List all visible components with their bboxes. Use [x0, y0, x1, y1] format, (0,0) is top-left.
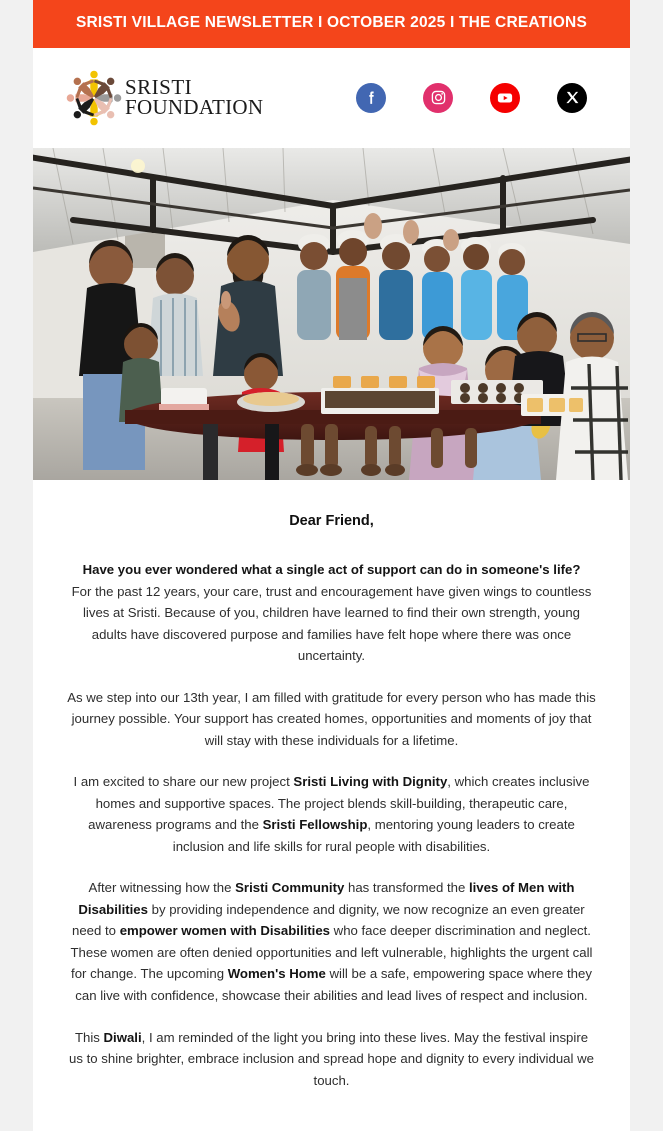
body-text: will be a safe, empowering space where they can live with confidence, showcase their abilities and lead lives of respect and inclusion. — [75, 966, 592, 1003]
newsletter-banner-title: SRISTI VILLAGE NEWSLETTER I OCTOBER 2025 I THE CREATIONS — [33, 0, 630, 48]
logo-wordmark — [125, 74, 264, 119]
body-text: by providing independence and dignity, we now recognize an even greater need to — [72, 901, 585, 939]
x-twitter-icon[interactable] — [557, 83, 587, 113]
emphasis-text: Sristi Community — [235, 880, 345, 896]
header-bar — [33, 48, 630, 148]
letter-body — [33, 480, 630, 1131]
body-text: , I am reminded of the light you bring into these lives. May the festival inspire us to shine brighter, embrace inclusion and spread hope and dignity to every individual we touch. — [69, 1029, 594, 1088]
letter-lead-question: Have you ever wondered what a single act of support can do in someone's life? — [82, 562, 581, 578]
email-content-frame — [33, 0, 630, 1131]
youtube-icon[interactable] — [490, 83, 520, 113]
emphasis-text: Women's Home — [227, 966, 326, 982]
body-text: For the past 12 years, your care, trust and encouragement have given wings to countless lives at Sristi. Because of you, children have learned to find their own strength, young adults have discovered purpose and families have felt hope where there was once uncertainty. — [71, 583, 592, 664]
logo-line-1: SRISTI — [125, 74, 193, 99]
letter-paragraph — [67, 771, 596, 857]
salutation: Dear Friend, — [289, 512, 374, 529]
emphasis-text: Diwali — [103, 1029, 142, 1045]
hero-photo — [33, 148, 630, 480]
body-text: who face deeper discrimination and neglect. These women are often denied opportunities and left vulnerable, highlights the urgent call for change. The upcoming — [70, 923, 593, 982]
sristi-foundation-logo[interactable] — [63, 67, 263, 129]
emphasis-text: Sristi Fellowship — [262, 817, 368, 833]
emphasis-text: empower women with Disabilities — [119, 923, 330, 939]
facebook-icon[interactable] — [356, 83, 386, 113]
logo-line-2: FOUNDATION — [125, 94, 264, 119]
circle-of-people-icon — [63, 67, 125, 129]
body-text: This — [74, 1029, 104, 1045]
body-text: After witnessing how the — [88, 880, 236, 896]
body-text: has transformed the — [344, 880, 469, 896]
instagram-icon[interactable] — [423, 83, 453, 113]
letter-paragraph — [67, 877, 596, 1006]
social-links — [356, 83, 587, 113]
emphasis-text: Sristi Living with Dignity — [293, 774, 448, 790]
body-text: , which creates inclusive homes and supportive spaces. The project blends skill-building, therapeutic care, awareness programs and the — [88, 774, 590, 833]
emphasis-text: lives of Men with Disabilities — [78, 880, 575, 917]
body-text: , mentoring young leaders to create inclusion and life skills for rural people with disabilities. — [172, 817, 575, 854]
body-text: I am excited to share our new project — [73, 774, 294, 790]
letter-paragraphs — [67, 559, 596, 1091]
letter-paragraph — [67, 1027, 596, 1092]
letter-paragraph — [67, 559, 596, 667]
letter-paragraph — [67, 687, 596, 752]
body-text: As we step into our 13th year, I am filled with gratitude for every person who has made this journey possible. Your support has created homes, opportunities and moments of joy that will stay with these individuals for a lifetime. — [67, 689, 596, 748]
